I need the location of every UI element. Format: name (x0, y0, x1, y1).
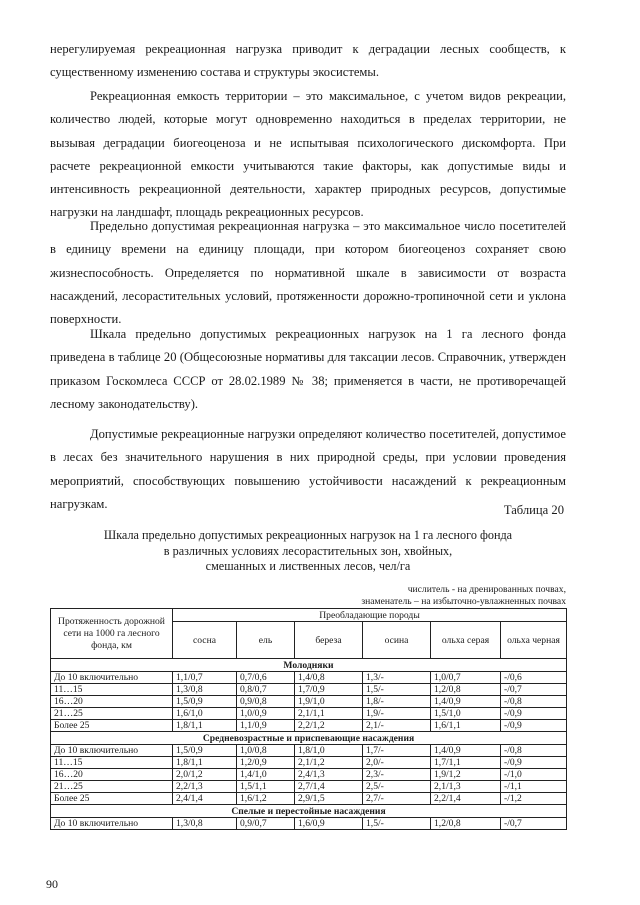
header-species-grey-alder: ольха серая (431, 622, 501, 659)
header-species-birch: береза (295, 622, 363, 659)
table-cell: 1,5/1,1 (237, 781, 295, 793)
header-dominant-species: Преобладающие породы (173, 609, 567, 622)
table-cell: 1,7/1,1 (431, 757, 501, 769)
page-number: 90 (46, 877, 58, 891)
section-title: Спелые и перестойные насаждения (51, 805, 567, 818)
section-title: Средневозрастные и приспевающие насаждения (51, 732, 567, 745)
table-cell: 1,8/1,0 (295, 745, 363, 757)
header-species-spruce: ель (237, 622, 295, 659)
row-label: Более 25 (51, 720, 173, 732)
table-cell: -/0,6 (501, 672, 567, 684)
table-cell: 1,5/1,0 (431, 708, 501, 720)
table-cell: 1,6/1,1 (431, 720, 501, 732)
table-cell: 1,9/1,0 (295, 696, 363, 708)
table-cell: 1,5/- (363, 684, 431, 696)
table-cell: 1,2/0,9 (237, 757, 295, 769)
recreational-load-table (50, 608, 567, 830)
table-cell: 1,4/0,8 (295, 672, 363, 684)
table-cell: -/0,8 (501, 696, 567, 708)
caption-line-2: в различных условиях лесорастительных зон, хвойных, (163, 543, 453, 558)
row-label: 11…15 (51, 757, 173, 769)
table-cell: 1,0/0,8 (237, 745, 295, 757)
table-cell: -/0,9 (501, 757, 567, 769)
table-row (51, 769, 567, 781)
table-cell: -/0,8 (501, 745, 567, 757)
row-label: 16…20 (51, 769, 173, 781)
table-cell: 1,4/0,9 (431, 745, 501, 757)
table-cell: -/0,9 (501, 708, 567, 720)
table-cell: 2,4/1,3 (295, 769, 363, 781)
paragraph-continuation: нерегулируемая рекреационная нагрузка приводит к деградации лесных сообществ, к существенному изменению состава и структуры экосистемы. (50, 42, 566, 80)
table-cell: 1,7/- (363, 745, 431, 757)
table-row (51, 781, 567, 793)
table-row (51, 672, 567, 684)
header-road-length: Протяженность дорожной сети на 1000 га лесного фонда, км (51, 609, 173, 659)
section-row (51, 732, 567, 745)
row-label: 21…25 (51, 708, 173, 720)
table-cell: 1,1/0,7 (173, 672, 237, 684)
table-row (51, 818, 567, 830)
table-cell: 2,4/1,4 (173, 793, 237, 805)
table-cell: 1,6/1,2 (237, 793, 295, 805)
table-cell: 2,9/1,5 (295, 793, 363, 805)
table-row (51, 793, 567, 805)
table-cell: 1,5/0,9 (173, 745, 237, 757)
table-cell: 1,8/- (363, 696, 431, 708)
table-cell: -/0,9 (501, 720, 567, 732)
table-cell: 1,5/- (363, 818, 431, 830)
table-cell: 2,5/- (363, 781, 431, 793)
table-cell: 1,4/1,0 (237, 769, 295, 781)
table-cell: 1,0/0,9 (237, 708, 295, 720)
table-cell: 1,5/0,9 (173, 696, 237, 708)
table-row (51, 757, 567, 769)
table-cell: 1,4/0,9 (431, 696, 501, 708)
header-species-pine: сосна (173, 622, 237, 659)
table-cell: 1,3/0,8 (173, 818, 237, 830)
paragraph-recreational-capacity: Рекреационная емкость территории – это максимальное, с учетом видов рекреации, количество людей, которые могут одновременно находиться в пределах территории, не вызывая деградации биогеоценоза и не испытывая психологического дискомфорта. При расчете рекреационной емкости учитываются такие факторы, как допустимые виды и интенсивность рекреационной деятельности, характер природных ресурсов, допустимые нагрузки на ландшафт, площадь рекреационных ресурсов. (50, 89, 566, 220)
table-row (51, 684, 567, 696)
table-cell: -/0,7 (501, 818, 567, 830)
header-species-aspen: осина (363, 622, 431, 659)
table-cell: 1,0/0,7 (431, 672, 501, 684)
table-cell: 1,6/1,0 (173, 708, 237, 720)
table-cell: 1,3/- (363, 672, 431, 684)
table-row (51, 745, 567, 757)
caption-line-3: смешанных и лиственных лесов, чел/га (205, 559, 411, 573)
table-row (51, 720, 567, 732)
table-cell: 2,1/- (363, 720, 431, 732)
table-cell: 1,8/1,1 (173, 720, 237, 732)
table-cell: 1,9/- (363, 708, 431, 720)
table-cell: -/1,1 (501, 781, 567, 793)
table-cell: 1,2/0,8 (431, 818, 501, 830)
note-line-2: знаменатель – на избыточно-увлажненных почвах (361, 595, 566, 607)
table-cell: 0,8/0,7 (237, 684, 295, 696)
table-cell: 2,1/1,1 (295, 708, 363, 720)
table-cell: -/1,0 (501, 769, 567, 781)
table-caption (50, 528, 566, 575)
paragraph-allowed-loads: Допустимые рекреационные нагрузки определяют количество посетителей, допустимое в лесах без значительного нарушения в них природной среды, при условии проведения мероприятий, способствующих повышению устойчивости насаждений к рекреационным нагрузкам. (50, 427, 566, 511)
row-label: 11…15 (51, 684, 173, 696)
table-cell: 1,1/0,9 (237, 720, 295, 732)
table-cell: 2,2/1,2 (295, 720, 363, 732)
table-cell: 2,1/1,2 (295, 757, 363, 769)
table-cell: 2,0/1,2 (173, 769, 237, 781)
table-row (51, 708, 567, 720)
table-cell: 2,1/1,3 (431, 781, 501, 793)
table-cell: 1,7/0,9 (295, 684, 363, 696)
table-cell: 2,3/- (363, 769, 431, 781)
table-note (226, 584, 566, 607)
table-body (51, 659, 567, 830)
table-cell: 1,6/0,9 (295, 818, 363, 830)
paragraph-max-load: Предельно допустимая рекреационная нагрузка – это максимальное число посетителей в единицу времени на единицу площади, при котором биогеоценоз сохраняет свою жизнеспособность. Определяется по нормативной шкале в зависимости от возраста насаждений, лесорастительных условий, протяженности дорожно-тропиночной сети и уклона поверхности. (50, 219, 566, 327)
table-cell: 0,9/0,7 (237, 818, 295, 830)
table-cell: -/0,7 (501, 684, 567, 696)
table-cell: 2,2/1,3 (173, 781, 237, 793)
table-cell: 1,8/1,1 (173, 757, 237, 769)
table-cell: 2,7/1,4 (295, 781, 363, 793)
table-cell: 2,7/- (363, 793, 431, 805)
table-cell: 1,2/0,8 (431, 684, 501, 696)
row-label: До 10 включительно (51, 818, 173, 830)
caption-line-1: Шкала предельно допустимых рекреационных нагрузок на 1 га лесного фонда (103, 528, 513, 542)
table-cell: 0,9/0,8 (237, 696, 295, 708)
table-cell: 1,9/1,2 (431, 769, 501, 781)
table-cell: 0,7/0,6 (237, 672, 295, 684)
table-cell: 2,2/1,4 (431, 793, 501, 805)
paragraph-scale-reference: Шкала предельно допустимых рекреационных нагрузок на 1 га лесного фонда приведена в таблице 20 (Общесоюзные нормативы для таксации лесов. Справочник, утвержден приказом Госкомлеса СССР от 28.02.1989 № 38; применяется в части, не противоречащей лесному законодательству). (50, 327, 566, 411)
section-row (51, 805, 567, 818)
table-cell: 1,3/0,8 (173, 684, 237, 696)
row-label: До 10 включительно (51, 745, 173, 757)
table-number-label: Таблица 20 (503, 503, 564, 517)
table-row (51, 696, 567, 708)
table-cell: 2,0/- (363, 757, 431, 769)
section-row (51, 659, 567, 672)
row-label: До 10 включительно (51, 672, 173, 684)
row-label: 16…20 (51, 696, 173, 708)
section-title: Молодняки (51, 659, 567, 672)
header-species-black-alder: ольха черная (501, 622, 567, 659)
note-line-1: числитель - на дренированных почвах, (407, 584, 566, 595)
row-label: 21…25 (51, 781, 173, 793)
table-cell: -/1,2 (501, 793, 567, 805)
row-label: Более 25 (51, 793, 173, 805)
